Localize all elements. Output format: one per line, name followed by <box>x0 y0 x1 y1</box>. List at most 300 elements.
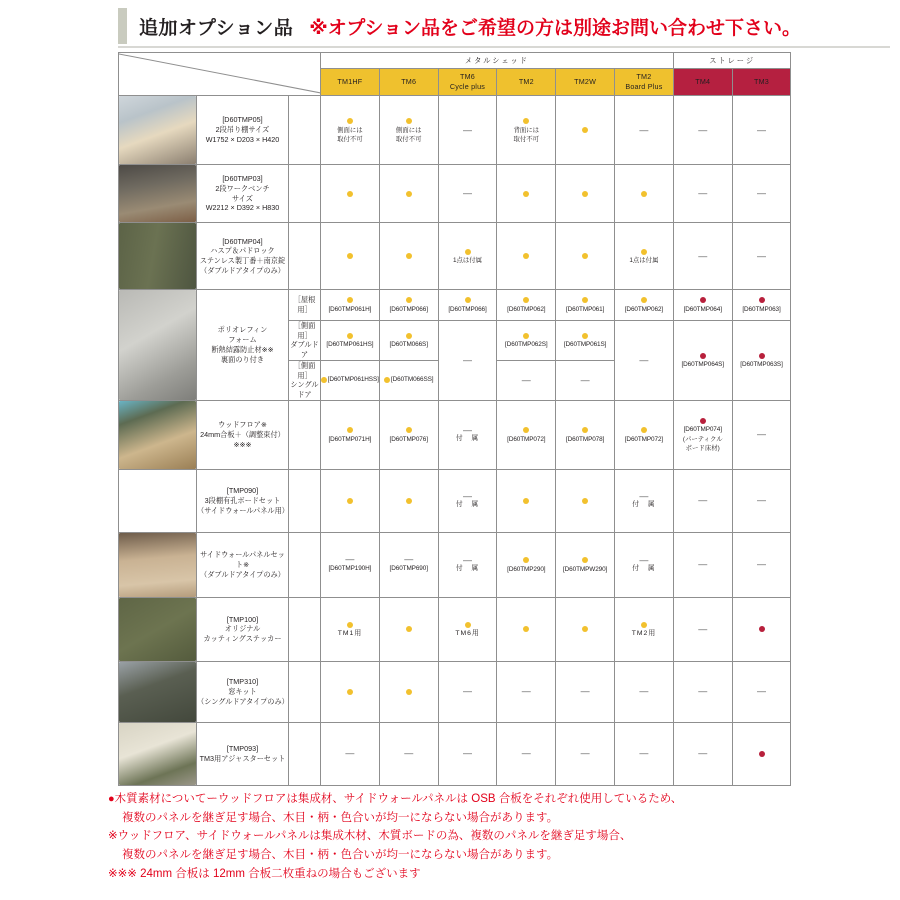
compatibility-cell <box>379 532 438 597</box>
yellow-dot-icon <box>321 377 327 383</box>
yellow-dot-icon <box>347 297 353 303</box>
cell-note: (パーティクル <box>682 436 723 444</box>
red-dot-icon <box>759 297 765 303</box>
yellow-dot-icon <box>523 297 529 303</box>
footer-note-text: 木質素材についてーウッドフロアは集成材、サイドウォールパネルは OSB 合板をそれぞれ使用しているため、 <box>114 793 683 805</box>
yellow-dot-icon <box>465 622 471 628</box>
cell-note: 側面には <box>337 126 363 134</box>
column-header-tm6: TM6 <box>379 69 438 96</box>
product-code: [D60TMP076] <box>389 435 428 443</box>
not-available-dash: — <box>463 354 472 365</box>
table-row <box>119 400 791 469</box>
sub-variant-cell <box>289 165 321 223</box>
product-thumbnail-cell <box>119 400 197 469</box>
compatibility-cell <box>321 469 380 532</box>
compatibility-cell <box>379 223 438 290</box>
product-code: [D60TMP064] <box>683 306 722 314</box>
product-thumbnail-cell <box>119 165 197 223</box>
column-header-tm2-board-plus <box>615 69 674 96</box>
yellow-dot-icon <box>523 557 529 563</box>
not-available-dash: — <box>698 188 708 198</box>
not-available-dash: — <box>757 686 767 697</box>
not-available-dash: — <box>698 559 708 570</box>
not-available-dash: — <box>757 495 767 506</box>
compatibility-cell <box>673 321 732 401</box>
table-row <box>119 661 791 722</box>
header-group-row <box>119 53 791 69</box>
compatibility-cell <box>673 661 732 722</box>
not-available-dash: — <box>463 748 472 759</box>
product-thumbnail-cell <box>119 223 197 290</box>
table-row <box>119 165 791 223</box>
column-header-tm3: TM3 <box>732 69 791 96</box>
compatibility-cell <box>732 597 791 661</box>
compatibility-cell <box>556 469 615 532</box>
compatibility-cell <box>732 96 791 165</box>
group-header-storage: ストレージ <box>673 53 791 69</box>
compatibility-cell <box>497 360 556 400</box>
compatibility-cell <box>556 321 615 361</box>
product-name-line: オリジナル <box>224 624 261 634</box>
compatibility-cell <box>732 532 791 597</box>
yellow-dot-icon <box>347 118 353 124</box>
compatibility-cell <box>379 597 438 661</box>
table-row <box>119 290 791 321</box>
sub-variant-cell <box>289 96 321 165</box>
not-available-dash: — <box>345 554 355 565</box>
yellow-dot-icon <box>384 377 390 383</box>
product-code: [D60TMP062] <box>624 306 664 314</box>
compatibility-cell <box>321 400 380 469</box>
yellow-dot-icon <box>347 689 353 695</box>
product-name-line: （シングルドアタイプのみ） <box>197 696 289 706</box>
compatibility-cell <box>379 722 438 785</box>
yellow-dot-icon <box>406 191 412 197</box>
cell-note: 1点は付属 <box>629 257 659 265</box>
compatibility-cell <box>379 165 438 223</box>
compatibility-cell <box>615 290 674 321</box>
product-photo <box>119 223 196 289</box>
not-available-dash: — <box>639 354 649 365</box>
product-name-line: 2段ワークベンチ <box>215 183 270 193</box>
table-row <box>119 223 791 290</box>
not-available-dash: — <box>639 748 649 759</box>
yellow-dot-icon <box>406 118 412 124</box>
compatibility-cell <box>321 165 380 223</box>
yellow-dot-icon <box>347 427 353 433</box>
sub-variant-cell <box>289 321 321 361</box>
product-thumbnail-cell <box>119 661 197 722</box>
product-name-line: ※※※ <box>233 439 252 449</box>
not-available-dash: — <box>404 554 414 565</box>
product-sku: [TMP100] <box>226 614 259 624</box>
compatibility-cell <box>673 532 732 597</box>
product-name-line: 裏面のり付き <box>220 354 265 364</box>
not-available-dash: — <box>463 490 472 501</box>
not-available-dash: — <box>580 374 590 385</box>
compatibility-cell <box>321 96 380 165</box>
yellow-dot-icon <box>582 127 588 133</box>
product-thumbnail-cell <box>119 597 197 661</box>
not-available-dash: — <box>463 124 472 135</box>
cell-note: 1点は付属 <box>452 257 483 265</box>
compatibility-cell <box>438 722 497 785</box>
product-sku: [TMP090] <box>226 486 259 496</box>
compatibility-cell <box>497 96 556 165</box>
diagonal-line-icon <box>119 53 321 94</box>
sub-variant-label: ［側面用］ <box>293 360 316 380</box>
not-available-dash: — <box>463 188 472 198</box>
compatibility-cell <box>556 223 615 290</box>
not-available-dash: — <box>521 748 531 759</box>
page-title: 追加オプション品 <box>139 17 294 39</box>
yellow-dot-icon <box>582 626 588 632</box>
product-code: [D60TMP061] <box>565 306 605 314</box>
product-sku: [D60TMP05] <box>222 115 263 125</box>
not-available-dash: — <box>757 429 767 440</box>
page-title-note: ※オプション品をご希望の方は別途お問い合わせ下さい。 <box>309 17 802 39</box>
product-code: [D60TMP074] <box>683 426 722 434</box>
product-name-line: サイズ <box>232 193 253 203</box>
table-row <box>119 532 791 597</box>
product-code: [D60TMP290] <box>507 565 546 573</box>
compatibility-cell <box>732 321 791 401</box>
product-name-line: ハスプ＆パドロック <box>210 246 275 256</box>
compatibility-cell <box>497 722 556 785</box>
sub-variant-cell <box>289 400 321 469</box>
compatibility-cell <box>673 722 732 785</box>
compatibility-cell <box>438 597 497 661</box>
sub-variant-label: シングルドア <box>290 380 319 400</box>
product-photo <box>119 723 196 785</box>
compatibility-cell <box>673 469 732 532</box>
cell-note: 付 属 <box>632 564 656 572</box>
not-available-dash: — <box>639 554 649 565</box>
not-available-dash: — <box>404 748 414 759</box>
product-sku: [D60TMP03] <box>222 174 263 184</box>
compatibility-cell <box>321 597 380 661</box>
compatibility-cell <box>615 469 674 532</box>
compatibility-cell <box>321 722 380 785</box>
not-available-dash: — <box>698 124 708 135</box>
yellow-dot-icon <box>347 191 353 197</box>
product-code: [D60TMP062S] <box>505 341 548 349</box>
product-sku: [TMP093] <box>226 744 259 754</box>
compatibility-cell <box>438 96 497 165</box>
title-accent-bar <box>118 8 127 44</box>
compatibility-cell <box>615 96 674 165</box>
product-photo <box>119 662 196 722</box>
yellow-dot-icon <box>641 297 647 303</box>
yellow-dot-icon <box>347 622 353 628</box>
not-available-dash: — <box>698 623 708 634</box>
product-name-cell <box>197 597 289 661</box>
yellow-dot-icon <box>347 333 353 339</box>
compatibility-cell <box>556 290 615 321</box>
sub-variant-cell <box>289 661 321 722</box>
compatibility-cell <box>321 532 380 597</box>
product-photo <box>119 401 196 469</box>
cell-note: 側面には <box>395 126 422 134</box>
red-dot-icon <box>759 353 765 359</box>
compatibility-cell <box>438 400 497 469</box>
compatibility-cell <box>321 290 380 321</box>
compatibility-cell <box>379 96 438 165</box>
compatibility-cell <box>321 360 380 400</box>
yellow-dot-icon <box>523 253 529 259</box>
not-available-dash: — <box>639 490 649 501</box>
cell-note: 付 属 <box>455 500 480 508</box>
footer-note-text: 複数のパネルを継ぎ足す場合、木目・柄・色合いが均一にならない場合があります。 <box>122 811 559 824</box>
yellow-dot-icon <box>582 297 588 303</box>
group-header-metal-shed: メタルシェッド <box>321 53 674 69</box>
compatibility-cell <box>732 165 791 223</box>
cell-note: 付 属 <box>455 564 480 572</box>
not-available-dash: — <box>463 424 472 435</box>
product-code: [D60TMP072] <box>507 435 546 443</box>
product-name-cell <box>197 165 289 223</box>
product-sku: [TMP310] <box>226 677 259 687</box>
product-name-line: サイドウォールパネルセット※ <box>200 550 285 569</box>
sub-variant-cell <box>289 597 321 661</box>
table-row <box>119 469 791 532</box>
column-header-line1: TM2 <box>636 72 652 82</box>
yellow-dot-icon <box>641 249 647 255</box>
yellow-dot-icon <box>582 191 588 197</box>
footer-note-line <box>108 790 898 809</box>
column-header-tm1hf: TM1HF <box>321 69 380 96</box>
product-code: [D60TMP690] <box>389 565 428 573</box>
product-code: [D60TMP072] <box>624 435 664 443</box>
compatibility-cell <box>615 223 674 290</box>
product-code: [D60TMP061S] <box>563 341 607 349</box>
cell-note: TM6用 <box>455 629 480 637</box>
compatibility-cell <box>673 400 732 469</box>
not-available-dash: — <box>757 188 767 198</box>
footer-note-line <box>108 865 898 884</box>
table-row <box>119 597 791 661</box>
product-thumbnail-cell <box>119 532 197 597</box>
compatibility-cell <box>497 400 556 469</box>
not-available-dash: — <box>698 748 708 759</box>
compatibility-cell <box>438 321 497 401</box>
not-available-dash: — <box>463 554 472 565</box>
product-name-line: 3段棚有孔ボードセット <box>204 495 281 505</box>
compatibility-cell <box>673 96 732 165</box>
compatibility-cell <box>497 469 556 532</box>
page-title-bar <box>118 6 890 48</box>
product-code: [D60TMP071H] <box>328 435 372 443</box>
yellow-dot-icon <box>641 191 647 197</box>
product-name-line: カッティングステッカー <box>203 634 282 644</box>
product-name-line: 24mm合板＋（調整束付） <box>200 429 285 439</box>
not-available-dash: — <box>580 748 590 759</box>
product-thumbnail-cell <box>119 722 197 785</box>
product-code: [D60TMP078] <box>565 435 605 443</box>
product-name-line: TM3用アジャスターセット <box>199 753 286 763</box>
not-available-dash: — <box>463 686 472 697</box>
product-name-line: W1752 × D203 × H420 <box>205 134 280 144</box>
not-available-dash: — <box>639 124 649 135</box>
compatibility-cell <box>438 661 497 722</box>
compatibility-cell <box>379 321 438 361</box>
product-name-line: W2212 × D392 × H830 <box>205 203 280 213</box>
product-name-cell <box>197 290 289 401</box>
footer-note-line <box>108 846 898 865</box>
compatibility-cell <box>497 290 556 321</box>
compatibility-cell <box>556 661 615 722</box>
options-compatibility-table <box>118 52 791 786</box>
compatibility-cell <box>379 661 438 722</box>
product-name-line: フォーム <box>228 335 257 345</box>
compatibility-cell <box>379 360 438 400</box>
sub-variant-cell <box>289 469 321 532</box>
product-name-line: 2段吊り棚サイズ <box>215 125 270 135</box>
yellow-dot-icon <box>406 498 412 504</box>
compatibility-cell <box>556 400 615 469</box>
compatibility-cell <box>497 532 556 597</box>
product-photo <box>119 290 196 400</box>
sub-variant-label: ［側面用］ <box>293 321 316 340</box>
red-dot-icon <box>700 297 706 303</box>
yellow-dot-icon <box>465 249 471 255</box>
product-name-line: ポリオレフィン <box>217 325 268 335</box>
compatibility-cell <box>438 165 497 223</box>
product-code: [D60TMP061HSS] <box>327 375 379 383</box>
yellow-dot-icon <box>406 626 412 632</box>
yellow-dot-icon <box>406 297 412 303</box>
product-code: [D60TMP066] <box>448 306 487 314</box>
product-code: [D60TMP066] <box>389 306 428 314</box>
yellow-dot-icon <box>406 253 412 259</box>
product-name-line: ステンレス製丁番＋南京錠 <box>199 256 286 265</box>
yellow-dot-icon <box>582 498 588 504</box>
product-code: [D60TMP061HS] <box>326 341 374 349</box>
product-name-line: 窓キット <box>228 686 257 696</box>
yellow-dot-icon <box>523 626 529 632</box>
yellow-dot-icon <box>523 427 529 433</box>
compatibility-cell <box>673 223 732 290</box>
red-dot-icon <box>759 626 765 632</box>
compatibility-cell <box>732 661 791 722</box>
compatibility-cell <box>497 321 556 361</box>
compatibility-cell <box>379 290 438 321</box>
compatibility-cell <box>732 400 791 469</box>
footer-note-text: ※※※ 24mm 合板は 12mm 合板二枚重ねの場合もございます <box>108 867 421 880</box>
not-available-dash: — <box>698 250 708 261</box>
compatibility-cell <box>732 722 791 785</box>
product-code: [D60TMP062] <box>507 306 546 314</box>
product-code: [D60TMP061H] <box>328 306 372 314</box>
sub-variant-cell <box>289 722 321 785</box>
cell-note: 背面には <box>513 126 540 134</box>
not-available-dash: — <box>345 748 355 759</box>
yellow-dot-icon <box>347 498 353 504</box>
compatibility-cell <box>615 722 674 785</box>
red-dot-icon <box>700 418 706 424</box>
yellow-dot-icon <box>582 557 588 563</box>
yellow-dot-icon <box>465 297 471 303</box>
yellow-dot-icon <box>523 333 529 339</box>
cell-note: 付 属 <box>455 434 480 442</box>
sub-variant-cell <box>289 290 321 321</box>
product-code: [D60TMP190H] <box>328 565 372 573</box>
compatibility-cell <box>556 532 615 597</box>
product-photo <box>119 165 196 222</box>
product-photo <box>119 533 196 597</box>
product-code: [D60TMPW290] <box>562 565 608 573</box>
red-dot-icon <box>700 353 706 359</box>
compatibility-cell <box>379 400 438 469</box>
compatibility-cell <box>556 165 615 223</box>
yellow-dot-icon <box>641 622 647 628</box>
compatibility-cell <box>438 223 497 290</box>
product-name-cell <box>197 223 289 290</box>
product-name-cell <box>197 400 289 469</box>
red-dot-icon <box>759 751 765 757</box>
product-name-cell <box>197 532 289 597</box>
sub-variant-cell <box>289 360 321 400</box>
sub-variant-label: ［屋根用］ <box>293 295 316 314</box>
product-name-cell <box>197 469 289 532</box>
corner-diagonal-cell <box>119 53 321 96</box>
cell-note: 取付不可 <box>395 135 422 143</box>
product-photo <box>119 96 196 164</box>
cell-note: 取付不可 <box>513 135 540 143</box>
compatibility-cell <box>497 661 556 722</box>
sub-variant-cell <box>289 532 321 597</box>
sub-variant-cell <box>289 223 321 290</box>
product-photo <box>119 470 196 532</box>
yellow-dot-icon <box>582 253 588 259</box>
product-name-line: （ダブルドアタイプのみ） <box>200 569 285 579</box>
footer-note-text: ※ウッドフロア、サイドウォールパネルは集成木材、木質ボードの為、複数のパネルを継ぎ足す場合、 <box>108 830 632 843</box>
compatibility-cell <box>556 360 615 400</box>
compatibility-cell <box>673 290 732 321</box>
compatibility-cell <box>615 400 674 469</box>
yellow-dot-icon <box>347 253 353 259</box>
compatibility-cell <box>673 165 732 223</box>
compatibility-cell <box>732 469 791 532</box>
column-header-line2: Cycle plus <box>449 82 486 91</box>
footer-note-line <box>108 809 898 828</box>
product-code: [D60TM066S] <box>389 341 428 349</box>
cell-note: ボード床材) <box>685 445 720 453</box>
compatibility-cell <box>732 290 791 321</box>
compatibility-cell <box>556 96 615 165</box>
product-name-cell <box>197 96 289 165</box>
not-available-dash: — <box>698 495 708 506</box>
product-name-line: （ダブルドアタイプのみ） <box>200 265 285 275</box>
product-name-cell <box>197 661 289 722</box>
yellow-dot-icon <box>582 427 588 433</box>
product-code: [D60TMP064S] <box>681 361 724 369</box>
compatibility-cell <box>497 165 556 223</box>
product-thumbnail-cell <box>119 290 197 401</box>
compatibility-cell <box>438 532 497 597</box>
column-header-tm6-cycle-plus <box>438 69 497 96</box>
compatibility-cell <box>673 597 732 661</box>
not-available-dash: — <box>757 559 767 570</box>
table-header <box>119 53 791 96</box>
table-row <box>119 722 791 785</box>
table-row <box>119 96 791 165</box>
compatibility-cell <box>321 223 380 290</box>
not-available-dash: — <box>698 686 708 697</box>
product-name-cell <box>197 722 289 785</box>
yellow-dot-icon <box>523 498 529 504</box>
compatibility-cell <box>615 532 674 597</box>
